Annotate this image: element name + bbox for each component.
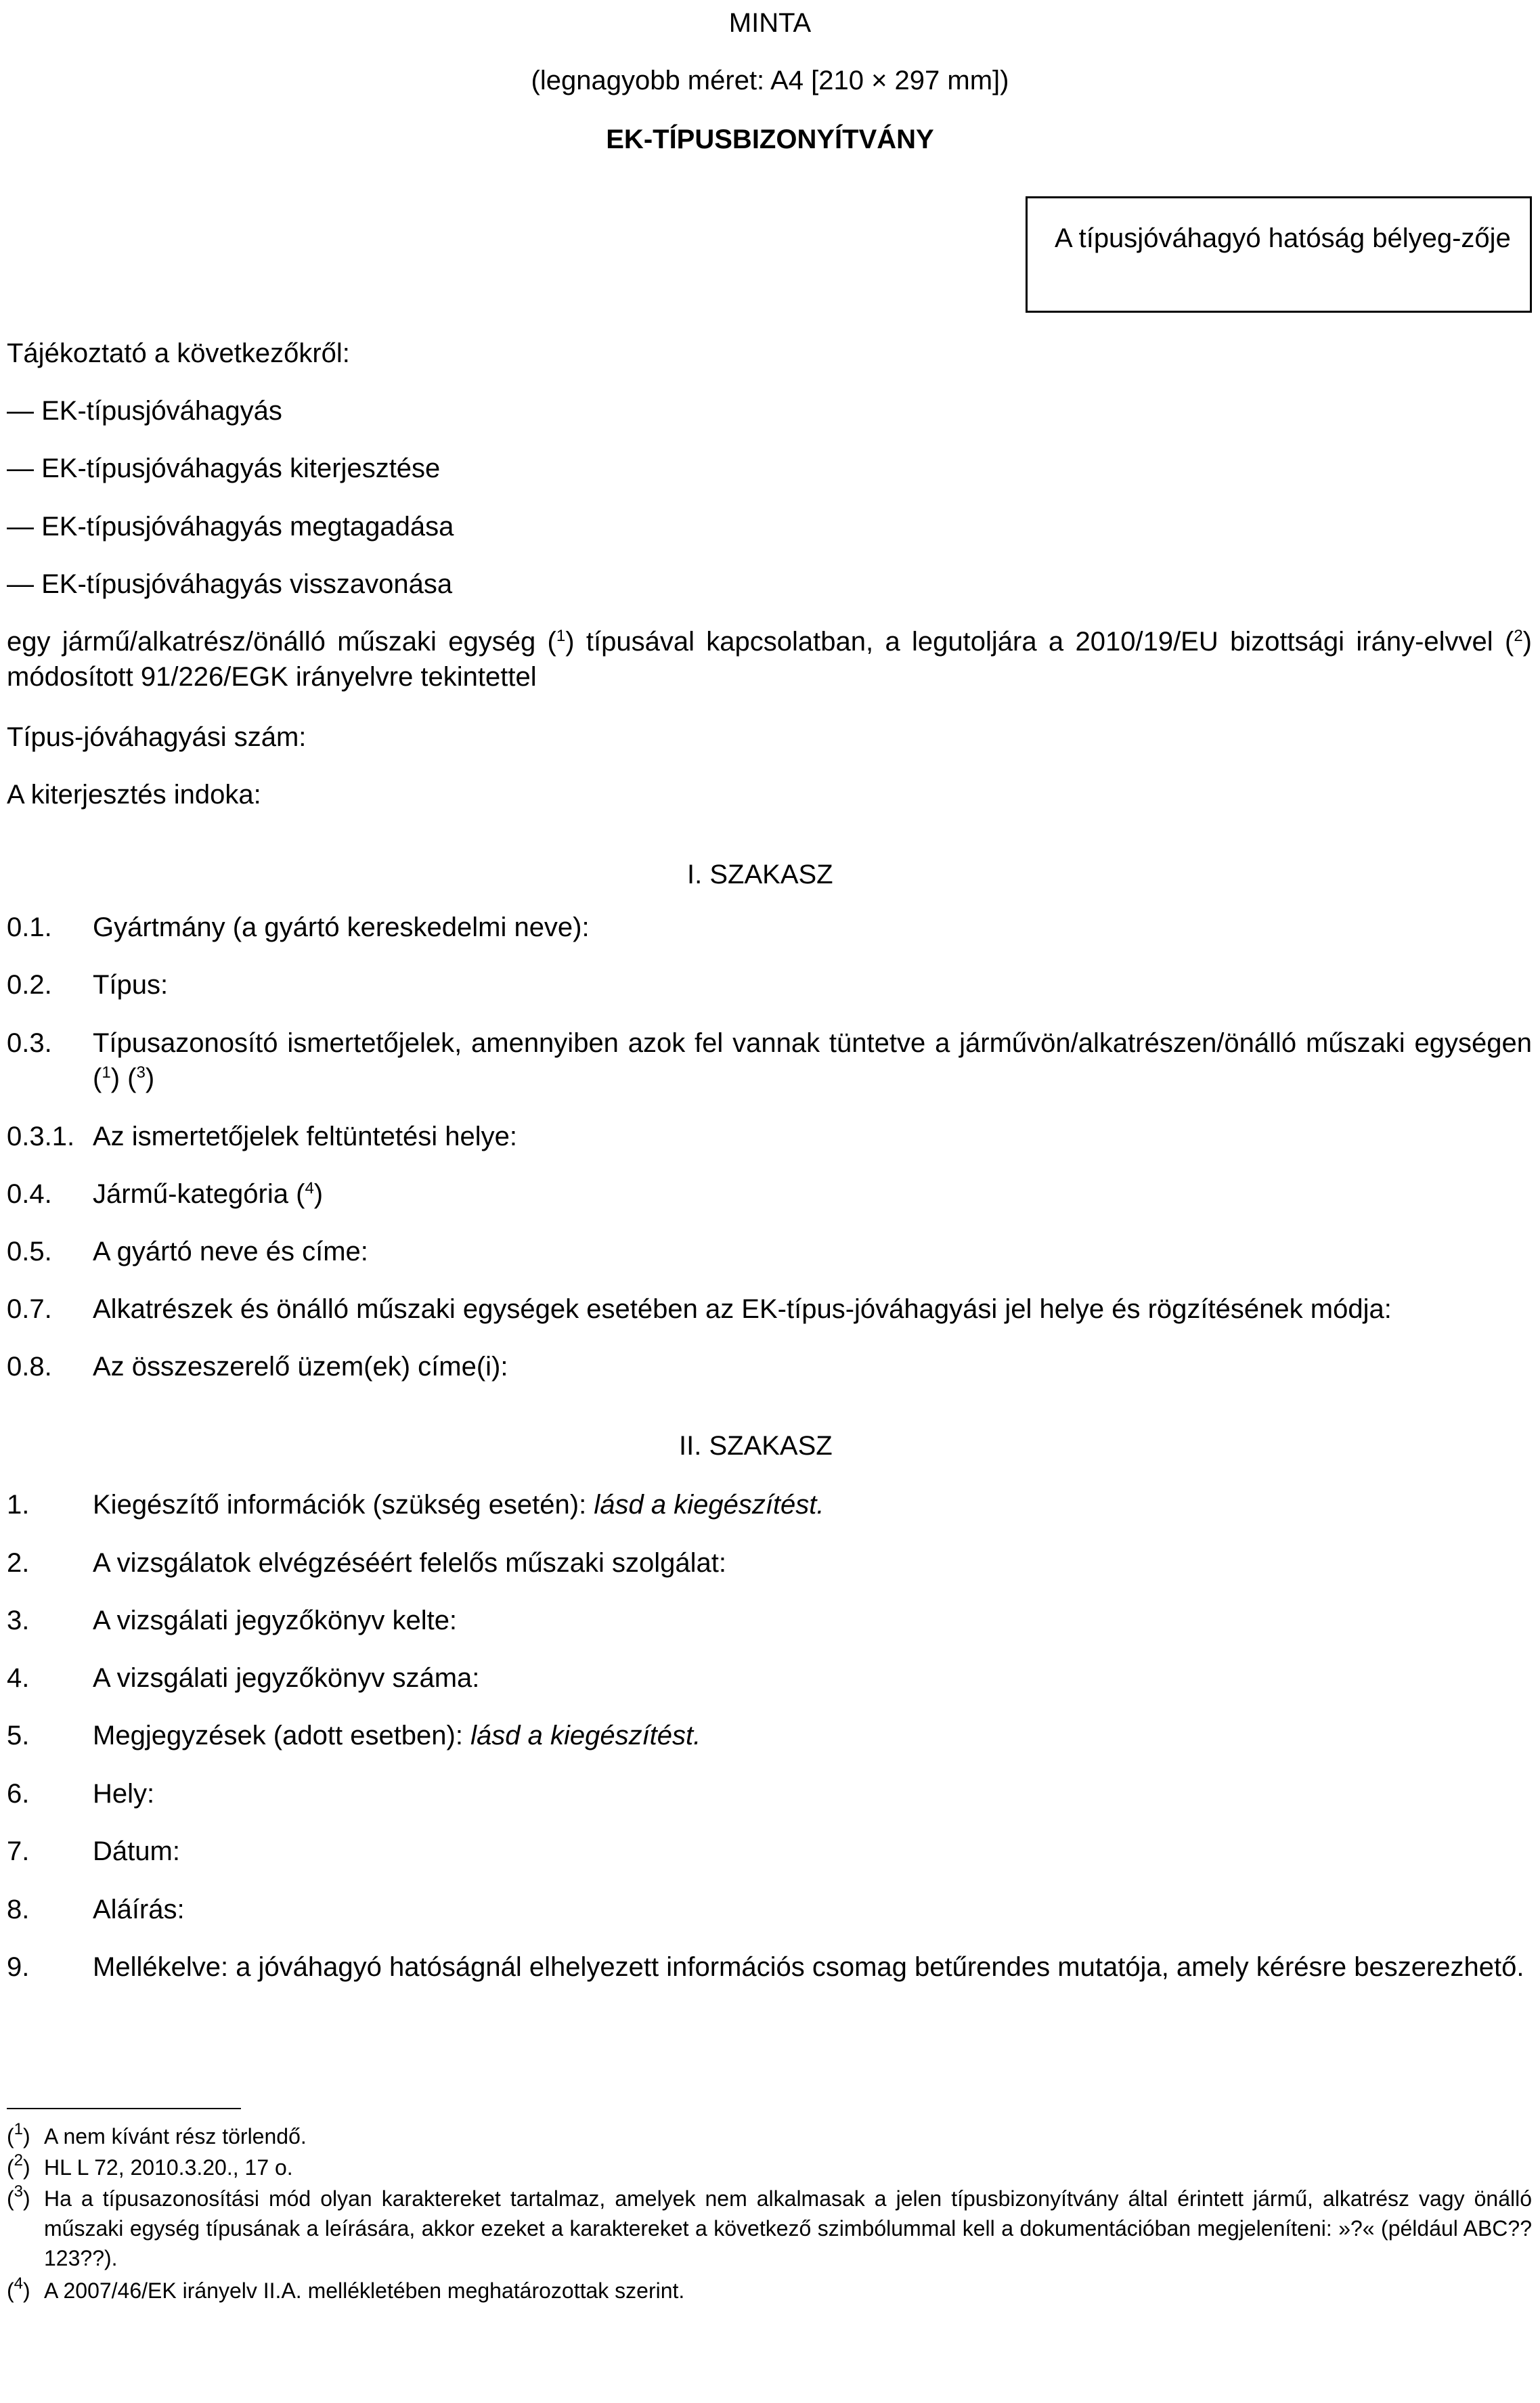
minta-label: MINTA bbox=[728, 8, 812, 38]
footnote-divider bbox=[7, 2108, 241, 2109]
footnote-mark: ($^2$) bbox=[7, 2151, 30, 2180]
row-text: Típus: bbox=[93, 970, 169, 1000]
footnote-mark: ($^4$) bbox=[7, 2274, 30, 2303]
stamp-label: A típusjóváhagyó hatóság bélyeg-zője bbox=[1055, 223, 1511, 253]
row-number: 0.7. bbox=[7, 1294, 52, 1324]
row-text: Megjegyzések (adott esetben): lásd a kiegészítést. bbox=[93, 1721, 701, 1750]
footnote-text: A nem kívánt rész törlendő. bbox=[44, 2124, 307, 2148]
row-number: 0.3. bbox=[7, 1028, 52, 1058]
footnote-mark: ($^1$) bbox=[7, 2120, 30, 2148]
row-number: 0.5. bbox=[7, 1237, 52, 1266]
row-text: Gyártmány (a gyártó kereskedelmi neve): bbox=[93, 912, 590, 942]
intro-item: — EK-típusjóváhagyás kiterjesztése bbox=[7, 454, 441, 483]
row-number: 3. bbox=[7, 1606, 30, 1635]
authority-stamp-box bbox=[1026, 196, 1532, 313]
row-text: A gyártó neve és címe: bbox=[93, 1237, 368, 1266]
approval-number-label: Típus-jóváhagyási szám: bbox=[7, 722, 307, 752]
row-text: A vizsgálati jegyzőkönyv kelte: bbox=[93, 1606, 458, 1635]
section-1-title: I. SZAKASZ bbox=[687, 860, 833, 889]
row-number: 6. bbox=[7, 1779, 30, 1809]
intro-item: — EK-típusjóváhagyás bbox=[7, 396, 282, 426]
intro-item: — EK-típusjóváhagyás megtagadása bbox=[7, 512, 454, 542]
row-text: Jármű-kategória ($^4$) bbox=[93, 1179, 324, 1209]
row-number: 9. bbox=[7, 1952, 30, 1982]
row-text: Az ismertetőjelek feltüntetési helye: bbox=[93, 1122, 517, 1151]
footnote-mark: ($^3$) bbox=[7, 2182, 30, 2211]
extension-reason-label: A kiterjesztés indoka: bbox=[7, 780, 261, 810]
row-text: Mellékelve: a jóváhagyó hatóságnál elhelyezett információs csomag betűrendes mutatója, amely kérésre beszerezhető. bbox=[93, 1952, 1524, 1982]
row-number: 0.8. bbox=[7, 1352, 52, 1382]
row-number: 0.2. bbox=[7, 970, 52, 1000]
row-text: Az összeszerelő üzem(ek) címe(i): bbox=[93, 1352, 508, 1382]
page-title: EK-TÍPUSBIZONYÍTVÁNY bbox=[606, 125, 934, 154]
row-number: 2. bbox=[7, 1548, 30, 1578]
row-number: 7. bbox=[7, 1836, 30, 1866]
row-number: 0.1. bbox=[7, 912, 52, 942]
footnote-text: HL L 72, 2010.3.20., 17 o. bbox=[44, 2155, 293, 2180]
row-number: 0.4. bbox=[7, 1179, 52, 1209]
intro-item: — EK-típusjóváhagyás visszavonása bbox=[7, 569, 453, 599]
size-note: (legnagyobb méret: A4 [210 × 297 mm]) bbox=[531, 66, 1009, 95]
row-text: A vizsgálatok elvégzéséért felelős műszaki szolgálat: bbox=[93, 1548, 727, 1578]
row-number: 1. bbox=[7, 1490, 30, 1520]
row-text: Hely: bbox=[93, 1779, 155, 1809]
footnote-text: Ha a típusazonosítási mód olyan karaktereket tartalmaz, amelyek nem alkalmasak a jelen típusbizonyítvány által érintett jármű, alkatrész vagy önálló műszaki egység típusának a leírására, akkor ezeket a karaktereket a következő szimbólummal kell a dokumentációban megjeleníteni: »?« (például ABC??123??). bbox=[44, 2186, 1532, 2270]
footnote-text: A 2007/46/EK irányelv II.A. mellékletében meghatározottak szerint. bbox=[44, 2278, 685, 2303]
row-text: A vizsgálati jegyzőkönyv száma: bbox=[93, 1663, 480, 1693]
row-number: 8. bbox=[7, 1895, 30, 1924]
intro-heading: Tájékoztató a következőkről: bbox=[7, 338, 350, 368]
row-number: 4. bbox=[7, 1663, 30, 1693]
row-text: Aláírás: bbox=[93, 1895, 185, 1924]
section-2-title: II. SZAKASZ bbox=[679, 1431, 833, 1461]
row-number: 5. bbox=[7, 1721, 30, 1750]
row-text: Kiegészítő információk (szükség esetén): lásd a kiegészítést. bbox=[93, 1490, 824, 1520]
row-text: Alkatrészek és önálló műszaki egységek esetében az EK-típus-jóváhagyási jel helye és rögzítésének módja: bbox=[93, 1294, 1392, 1324]
intro-paragraph: egy jármű/alkatrész/önálló műszaki egység ($^1$) típusával kapcsolatban, a legutoljára a 2010/19/EU bizottsági irány-elvvel ($^2$) módosított 91/226/EGK irányelvre tekintettel bbox=[7, 627, 1532, 692]
row-text: Dátum: bbox=[93, 1836, 180, 1866]
row-text: Típusazonosító ismertetőjelek, amennyiben azok fel vannak tüntetve a járművön/alkatrészen/önálló műszaki egységen ($^1$) ($^3$) bbox=[93, 1028, 1532, 1093]
row-number: 0.3.1. bbox=[7, 1122, 75, 1151]
